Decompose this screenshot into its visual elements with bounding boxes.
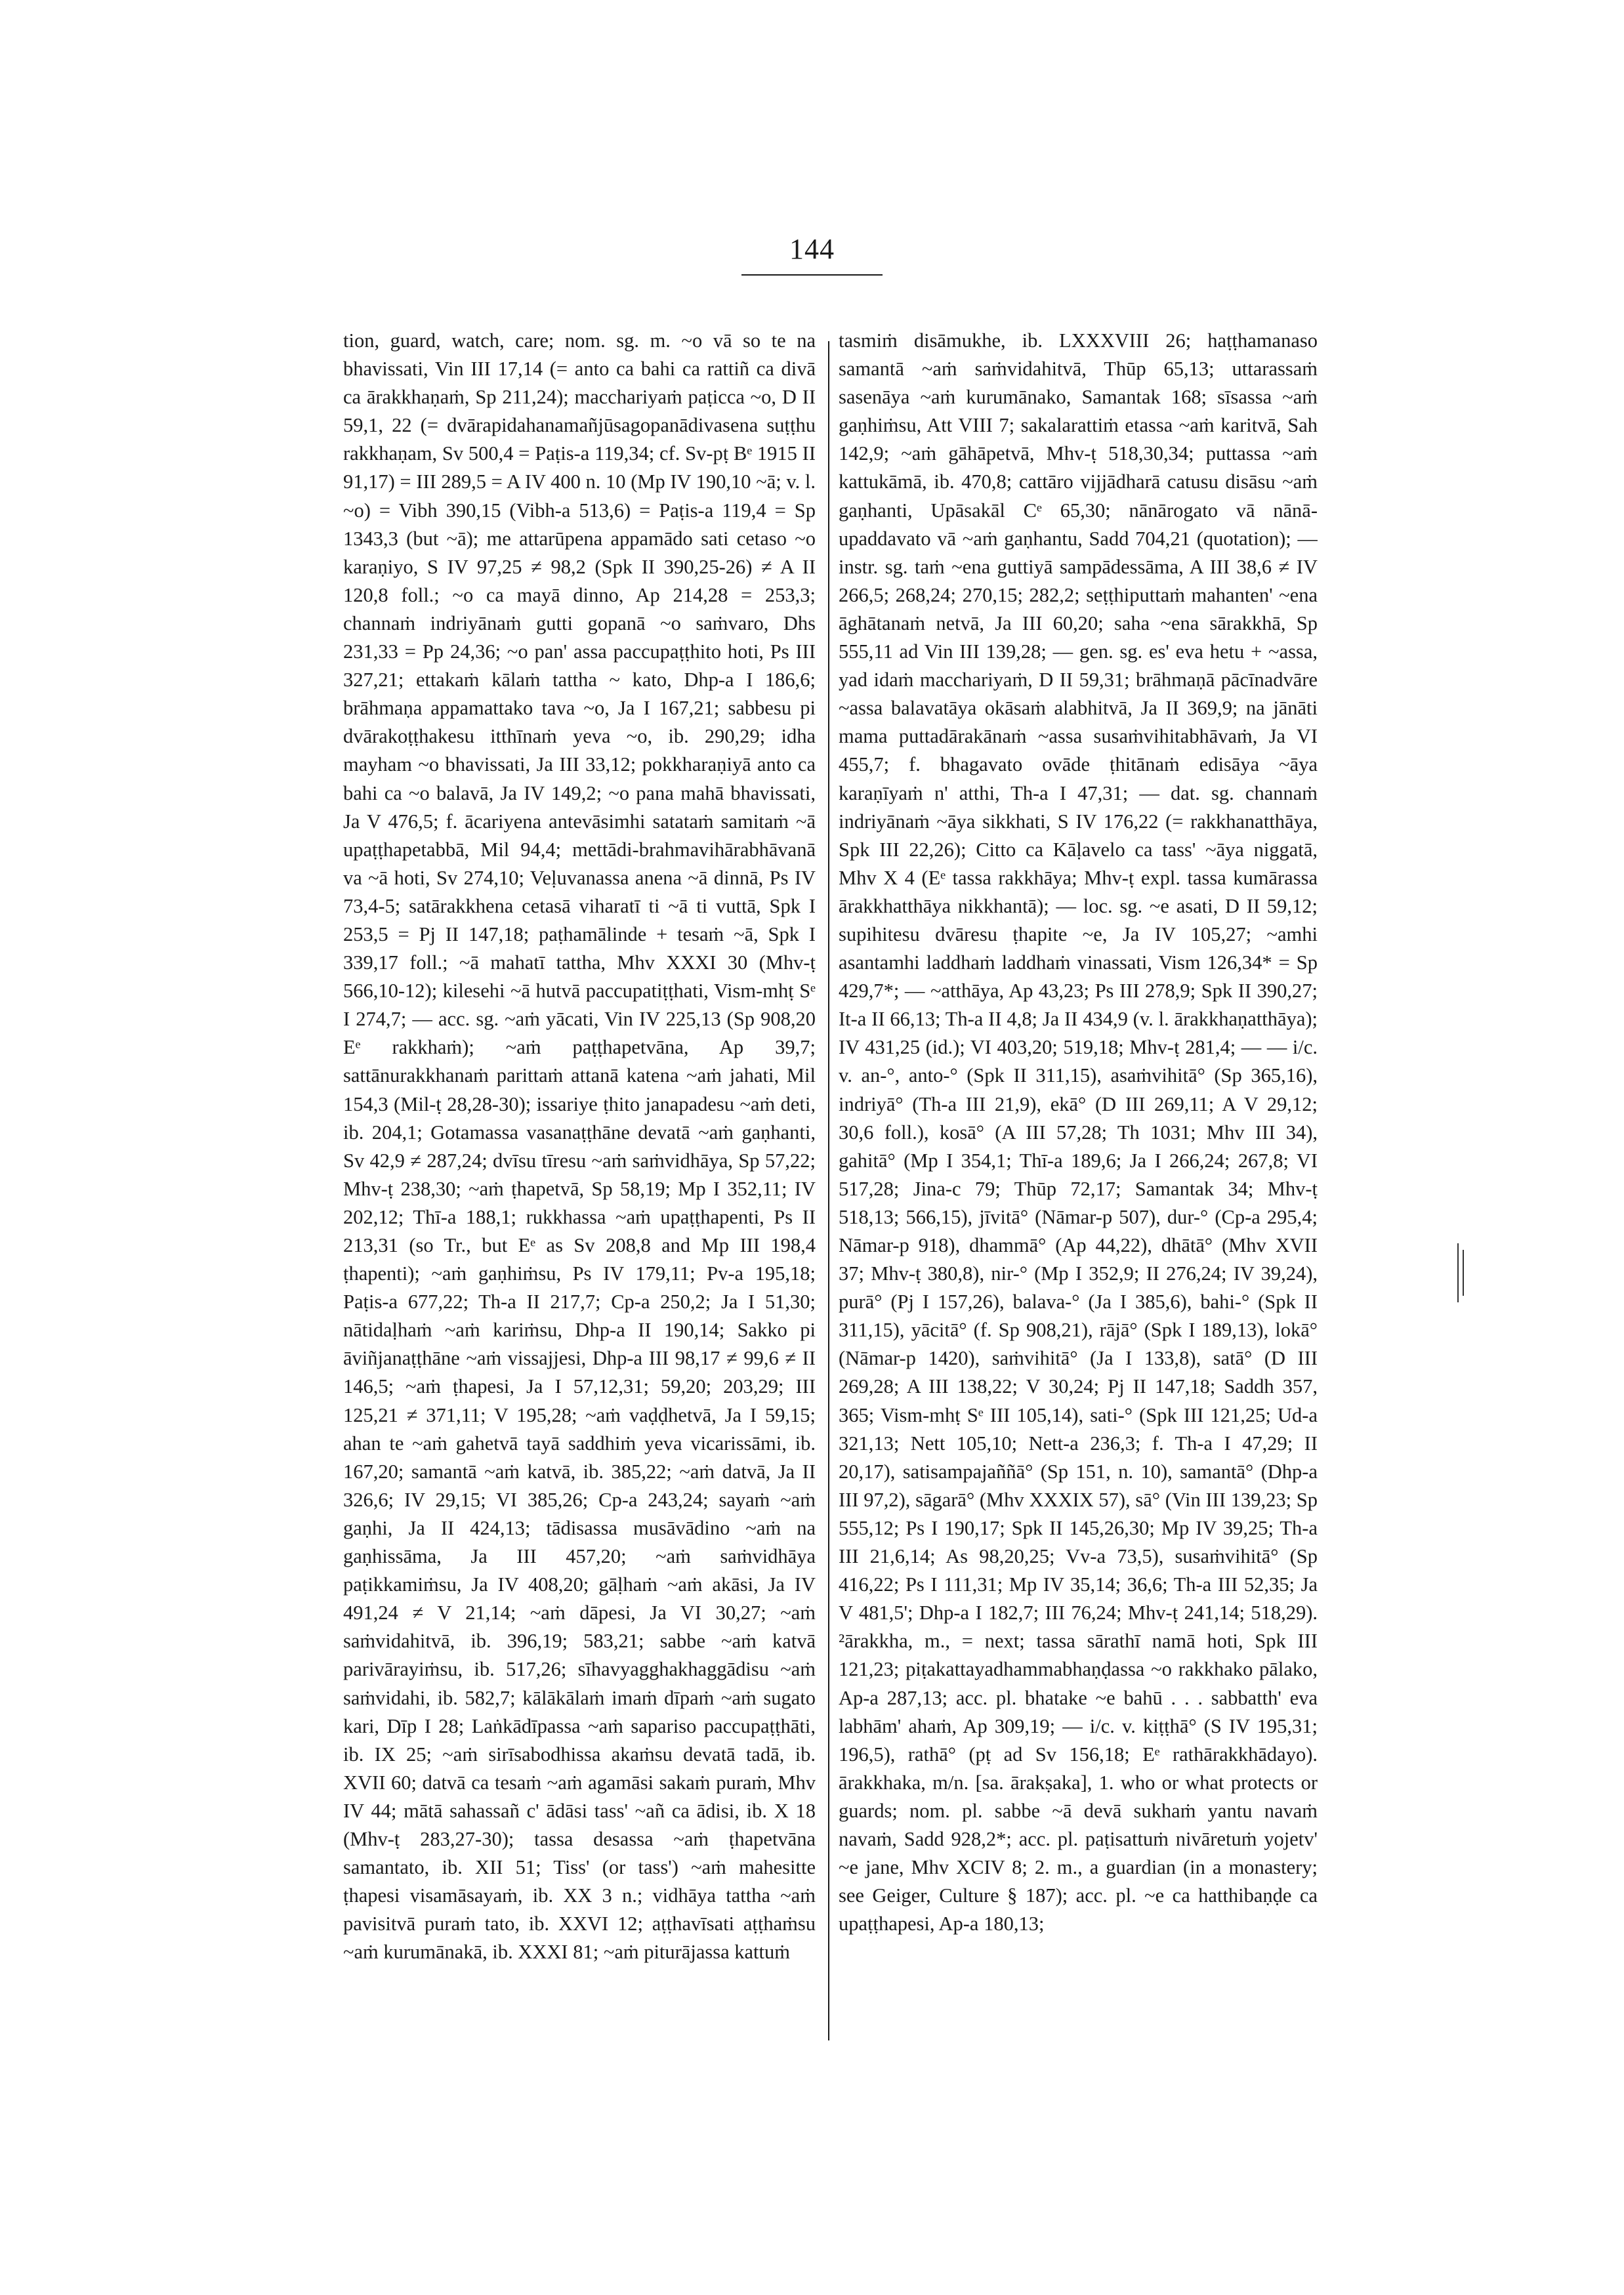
page-number: 144	[789, 233, 835, 265]
page-header	[741, 230, 883, 276]
left-column-text: tion, guard, watch, care; nom. sg. m. ~o vā so te na bhavissati, Vin III 17,14 (= anto ca bahi ca rattiñ ca divā ca ārakkhaṇaṁ, Sp 211,24); macchariyaṁ paṭicca ~o, D II 59,1, 22 (= dvārapidahanamañjūsagopanādivasena suṭṭhu rakkhaṇam, Sv 500,4 = Paṭis-a 119,34; cf. Sv-pṭ Bᵉ 1915 II 91,17) = III 289,5 = A IV 400 n. 10 (Mp IV 190,10 ~ā; v. l. ~o) = Vibh 390,15 (Vibh-a 513,6) = Paṭis-a 119,4 = Sp 1343,3 (but ~ā); me attarūpena appamādo sati cetaso ~o karaṇiyo, S IV 97,25 ≠ 98,2 (Spk II 390,25-26) ≠ A II 120,8 foll.; ~o ca mayā dinno, Ap 214,28 = 253,3; channaṁ indriyānaṁ gutti gopanā ~o saṁvaro, Dhs 231,33 = Pp 24,36; ~o pan' assa paccupaṭṭhito hoti, Ps III 327,21; ettakaṁ kālaṁ tattha ~ kato, Dhp-a I 186,6; brāhmaṇa appamattako tava ~o, Ja I 167,21; sabbesu pi dvārakoṭṭhakesu itthīnaṁ yeva ~o, ib. 290,29; idha mayham ~o bhavissati, Ja III 33,12; pokkharaṇiyā anto ca bahi ca ~o balavā, Ja IV 149,2; ~o pana mahā bhavissati, Ja V 476,5; f. ācariyena antevāsimhi satataṁ samitaṁ ~ā upaṭṭhapetabbā, Mil 94,4; mettādi-brahmavihārabhāvanā va ~ā hoti, Sv 274,10; Veḷuvanassa anena ~ā dinnā, Ps IV 73,4-5; satārakkhena cetasā viharatī ti ~ā ti vuttā, Spk I 253,5 = Pj II 147,18; paṭhamālinde + tesaṁ ~ā, Spk I 339,17 foll.; ~ā mahatī tattha, Mhv XXXI 30 (Mhv-ṭ 566,10-12); kilesehi ~ā hutvā paccupatiṭṭhati, Vism-mhṭ Sᵉ I 274,7; — acc. sg. ~aṁ yācati, Vin IV 225,13 (Sp 908,20 Eᵉ rakkhaṁ); ~aṁ paṭṭhapetvāna, Ap 39,7; sattānurakkhanaṁ parittaṁ attanā katena ~aṁ jahati, Mil 154,3 (Mil-ṭ 28,28-30); issariye ṭhito janapadesu ~aṁ deti, ib. 204,1; Gotamassa vasanaṭṭhāne devatā ~aṁ gaṇhanti, Sv 42,9 ≠ 287,24; dvīsu tīresu ~aṁ saṁvidhāya, Sp 57,22; Mhv-ṭ 238,30; ~aṁ ṭhapetvā, Sp 58,19; Mp I 352,11; IV 202,12; Thī-a 188,1; rukkhassa ~aṁ upaṭṭhapenti, Ps II 213,31 (so Tr., but Eᵉ as Sv 208,8 and Mp III 198,4 ṭhapenti); ~aṁ gaṇhiṁsu, Ps IV 179,11; Pv-a 195,18; Paṭis-a 677,22; Th-a II 217,7; Cp-a 250,2; Ja I 51,30; nātidaḷhaṁ ~aṁ kariṁsu, Dhp-a II 190,14; Sakko pi āviñjanaṭṭhāne ~aṁ vissajjesi, Dhp-a III 98,17 ≠ 99,6 ≠ II 146,5; ~aṁ ṭhapesi, Ja I 57,12,31; 59,20; 203,29; III 125,21 ≠ 371,11; V 195,28; ~aṁ vaḍḍhetvā, Ja I 59,15; ahan te ~aṁ gahetvā tayā saddhiṁ yeva vicarissāmi, ib. 167,20; samantā ~aṁ katvā, ib. 385,22; ~aṁ datvā, Ja II 326,6; IV 29,15; VI 385,26; Cp-a 243,24; sayaṁ ~aṁ gaṇhi, Ja II 424,13; tādisassa musāvādino ~aṁ na gaṇhissāma, Ja III 457,20; ~aṁ saṁvidhāya paṭikkamiṁsu, Ja IV 408,20; gāḷhaṁ ~aṁ akāsi, Ja IV 491,24 ≠ V 21,14; ~aṁ dāpesi, Ja VI 30,27; ~aṁ saṁvidahitvā, ib. 396,19; 583,21; sabbe ~aṁ katvā parivārayiṁsu, ib. 517,26; sīhavyagghakhaggādisu ~aṁ saṁvidahi, ib. 582,7; kālākālaṁ imaṁ dīpaṁ ~aṁ sugato kari, Dīp I 28; Laṅkādīpassa ~aṁ sapariso paccupaṭṭhāti, ib. IX 25; ~aṁ sirīsabodhissa akaṁsu devatā tadā, ib. XVII 60; datvā ca tesaṁ ~aṁ agamāsi sakaṁ puraṁ, Mhv IV 44; mātā sahassañ c' ādāsi tass' ~añ ca ādisi, ib. X 18 (Mhv-ṭ 283,27-30); tassa desassa ~aṁ ṭhapetvāna samantato, ib. XII 51; Tiss' (or tass') ~aṁ mahesitte ṭhapesi visamāsayaṁ, ib. XX 3 n.; vidhāya tattha ~aṁ pavisitvā puraṁ tato, ib. XXVI 12; aṭṭhavīsati aṭṭhaṁsu ~aṁ kurumānakā, ib. XXXI 81; ~aṁ piturājassa kattuṁ	[343, 329, 816, 1964]
margin-mark	[1457, 1243, 1459, 1302]
header-rule	[741, 274, 883, 276]
margin-mark	[1463, 1250, 1464, 1296]
right-column-text: tasmiṁ disāmukhe, ib. LXXXVIII 26; haṭṭhamanaso samantā ~aṁ saṁvidahitvā, Thūp 65,13; uttarassaṁ sasenāya ~aṁ kurumānako, Samantak 168; sīsassa ~aṁ gaṇhiṁsu, Att VIII 7; sakalarattiṁ etassa ~aṁ karitvā, Sah 142,9; ~aṁ gāhāpetvā, Mhv-ṭ 518,30,34; puttassa ~aṁ kattukāmā, ib. 470,8; cattāro vijjādharā catusu disāsu ~aṁ gaṇhanti, Upāsakāl Cᵉ 65,30; nānārogato vā nānā-upaddavato vā ~aṁ gaṇhantu, Sadd 704,21 (quotation); — instr. sg. taṁ ~ena guttiyā sampādessāma, A III 38,6 ≠ IV 266,5; 268,24; 270,15; 282,2; seṭṭhiputtaṁ mahanten' ~ena āghātanaṁ netvā, Ja III 60,20; saha ~ena sārakkhā, Sp 555,11 ad Vin III 139,28; — gen. sg. es' eva hetu + ~assa, yad idaṁ macchariyaṁ, D II 59,31; brāhmaṇā pācīnadvāre ~assa balavatāya okāsaṁ alabhitvā, Ja II 369,9; na jānāti mama puttadārakānaṁ ~assa susaṁvihitabhāvaṁ, Ja VI 455,7; f. bhagavato ovāde ṭhitānaṁ edisāya ~āya karaṇīyaṁ n' atthi, Th-a I 47,31; — dat. sg. channaṁ indriyānaṁ ~āya sikkhati, S IV 176,22 (= rakkhanatthāya, Spk III 22,26); Citto ca Kāḷavelo ca tass' ~āya niggatā, Mhv X 4 (Eᵉ tassa rakkhāya; Mhv-ṭ expl. tassa kumārassa ārakkhatthāya nikkhantā); — loc. sg. ~e asati, D II 59,12; supihitesu dvāresu ṭhapite ~e, Ja IV 105,27; ~amhi asantamhi laddhaṁ laddhaṁ vinassati, Vism 126,34* = Sp 429,7*; — ~atthāya, Ap 43,23; Ps III 278,9; Spk II 390,27; It-a II 66,13; Th-a II 4,8; Ja II 434,9 (v. l. ārakkhaṇatthāya); IV 431,25 (id.); VI 403,20; 519,18; Mhv-ṭ 281,4; — — i/c. v. an-°, anto-° (Spk II 311,15), asaṁvihitā° (Sp 365,16), indriyā° (Th-a III 21,9), ekā° (D III 269,11; A V 29,12; 30,6 foll.), kosā° (A III 57,28; Th 1031; Mhv III 34), gahitā° (Mp I 354,1; Thī-a 189,6; Ja I 266,24; 267,8; VI 517,28; Jina-c 79; Thūp 72,17; Samantak 34; Mhv-ṭ 518,13; 566,15), jīvitā° (Nāmar-p 507), dur-° (Cp-a 295,4; Nāmar-p 918), dhammā° (Ap 44,22), dhātā° (Mhv XVII 37; Mhv-ṭ 380,8), nir-° (Mp I 352,9; II 276,24; IV 39,24), purā° (Pj I 157,26), balava-° (Ja I 385,6), bahi-° (Spk II 311,15), yācitā° (f. Sp 908,21), rājā° (Spk I 189,13), lokā° (Nāmar-p 1420), saṁvihitā° (Ja I 133,8), satā° (D III 269,28; A III 138,22; V 30,24; Pj II 147,18; Saddh 357, 365; Vism-mhṭ Sᵉ III 105,14), sati-° (Spk III 121,25; Ud-a 321,13; Nett 105,10; Nett-a 236,3; f. Th-a I 47,29; II 20,17), satisampajaññā° (Sp 151, n. 10), samantā° (Dhp-a III 97,2), sāgarā° (Mhv XXXIX 57), sā° (Vin III 139,23; Sp 555,12; Ps I 190,17; Spk II 145,26,30; Mp IV 39,25; Th-a III 21,6,14; As 98,20,25; Vv-a 73,5), susaṁvihitā° (Sp 416,22; Ps I 111,31; Mp IV 35,14; 36,6; Th-a III 52,35; Ja V 481,5'; Dhp-a I 182,7; III 76,24; Mhv-ṭ 241,14; 518,29). ²ārakkha, m., = next; tassa sārathī namā hoti, Spk III 121,23; piṭakattayadhammabhaṇḍassa ~o rakkhako pālako, Ap-a 287,13; acc. pl. bhatake ~e bahū . . . sabbatth' eva labhām' ahaṁ, Ap 309,19; — i/c. v. kiṭṭhā° (S IV 195,31; 196,5), rathā° (pṭ ad Sv 156,18; Eᵉ rathārakkhādayo). ārakkhaka, m/n. [sa. ārakṣaka], 1. who or what protects or guards; nom. pl. sabbe ~ā devā sukhaṁ yantu navaṁ navaṁ, Sadd 928,2*; acc. pl. paṭisattuṁ nivāretuṁ yojetv' ~e jane, Mhv XCIV 8; 2. m., a guardian (in a monastery; see Geiger, Culture § 187); acc. pl. ~e ca hatthibaṇḍe ca upaṭṭhapesi, Ap-a 180,13;	[839, 329, 1318, 1935]
column-divider	[828, 341, 829, 2040]
